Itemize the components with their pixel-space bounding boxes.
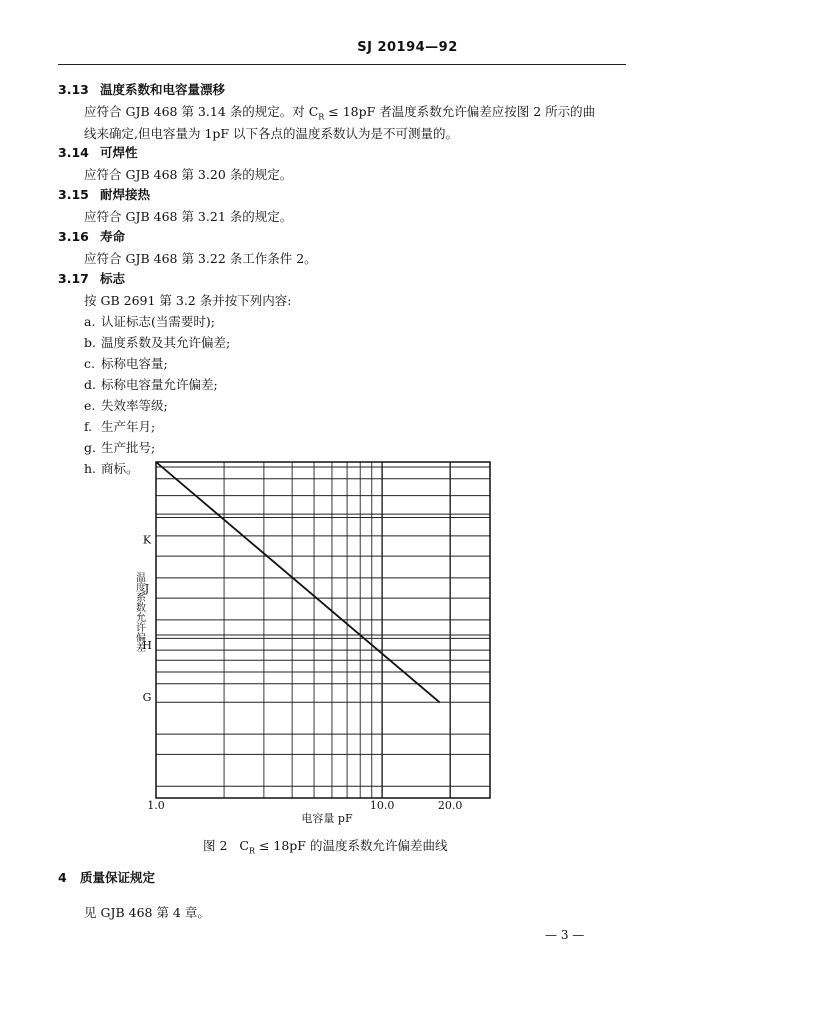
- section-3-13-text-b: ≤ 18pF 者温度系数允许偏差应按图 2 所示的曲: [324, 104, 596, 119]
- subscript-r: R: [318, 112, 325, 122]
- list-text: 温度系数及其允许偏差;: [101, 335, 231, 350]
- x-tick-label: 1.0: [147, 799, 165, 812]
- list-letter: d.: [84, 377, 96, 392]
- x-tick-label: 20.0: [437, 799, 463, 812]
- list-letter: c.: [84, 356, 95, 371]
- list-text: 标称电容量允许偏差;: [101, 377, 218, 392]
- caption-text: ≤ 18pF 的温度系数允许偏差曲线: [254, 838, 448, 853]
- list-letter: e.: [84, 398, 96, 413]
- caption-c: C: [239, 838, 249, 853]
- section-3-13-line-2: 线来确定,但电容量为 1pF 以下各点的温度系数认为是不可测量的。: [84, 126, 459, 141]
- list-text: 生产批号;: [101, 440, 156, 455]
- list-text: 商标。: [101, 461, 139, 476]
- section-title: 质量保证规定: [80, 870, 156, 885]
- figure-caption: [203, 836, 447, 856]
- section-number: 3.13: [58, 82, 89, 97]
- list-letter: f.: [84, 419, 93, 434]
- section-number: 3.15: [58, 187, 89, 202]
- section-4-text: 见 GJB 468 第 4 章。: [84, 905, 210, 920]
- section-number: 3.16: [58, 229, 89, 244]
- y-tick-label: J: [144, 582, 150, 595]
- y-tick-label: H: [142, 639, 152, 653]
- section-number: 3.14: [58, 145, 89, 160]
- y-axis-label: 温度系数允许偏差: [133, 572, 145, 652]
- section-3-13-text-a: 应符合 GJB 468 第 3.14 条的规定。对 C: [84, 104, 319, 119]
- x-tick-label: 10.0: [369, 799, 395, 812]
- section-title: 耐焊接热: [100, 187, 151, 202]
- section-3-15-text: 应符合 GJB 468 第 3.21 条的规定。: [84, 209, 293, 224]
- list-letter: b.: [84, 335, 96, 350]
- section-title: 寿命: [100, 229, 126, 244]
- y-tick-label: G: [142, 691, 152, 705]
- list-letter: g.: [84, 440, 96, 455]
- x-axis-label: 电容量 pF: [301, 812, 353, 825]
- figure-number: 图 2: [203, 838, 228, 853]
- section-title: 可焊性: [100, 145, 138, 160]
- document-header: SJ 20194—92: [357, 40, 458, 55]
- section-3-14-text: 应符合 GJB 468 第 3.20 条的规定。: [84, 167, 293, 182]
- section-title: 温度系数和电容量漂移: [100, 82, 226, 97]
- list-letter: a.: [84, 314, 96, 329]
- page-number: — 3 —: [545, 928, 585, 942]
- section-number: 4: [58, 870, 67, 885]
- list-text: 生产年月;: [101, 419, 156, 434]
- section-3-16-text: 应符合 GJB 468 第 3.22 条工作条件 2。: [84, 251, 317, 266]
- section-4-heading: [58, 868, 155, 886]
- y-tick-label: K: [142, 533, 152, 547]
- list-text: 认证标志(当需要时);: [101, 314, 215, 329]
- section-number: 3.17: [58, 271, 89, 286]
- list-letter: h.: [84, 461, 97, 476]
- list-text: 标称电容量;: [101, 356, 168, 371]
- plot-frame: [156, 462, 490, 798]
- tolerance-curve-line: [156, 462, 440, 703]
- list-text: 失效率等级;: [101, 398, 168, 413]
- section-3-17-text: 按 GB 2691 第 3.2 条并按下列内容:: [84, 293, 292, 308]
- caption-subscript: R: [248, 846, 255, 856]
- section-title: 标志: [100, 271, 126, 286]
